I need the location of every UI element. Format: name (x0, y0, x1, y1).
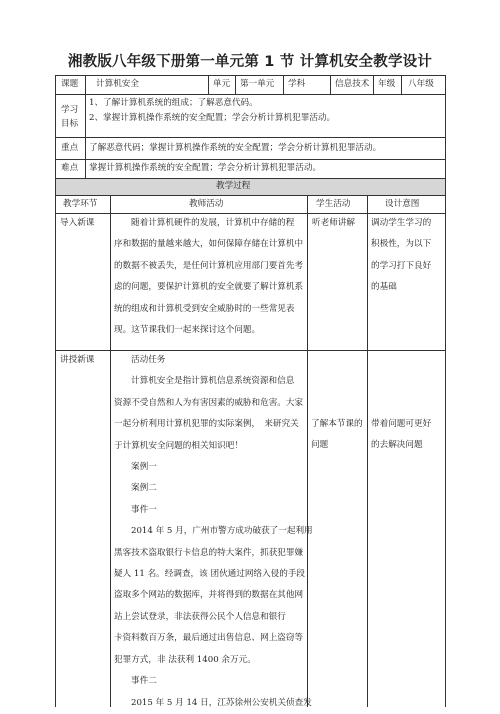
text-line: 计算机安全是指计算机信息系统资源和信息 (131, 376, 295, 387)
process-title: 教学过程 (216, 181, 251, 191)
col-header: 学生活动 (316, 199, 351, 209)
col-divider (401, 75, 402, 94)
text-line: 的基础 (371, 282, 397, 293)
subject-label: 学科 (288, 79, 306, 89)
text-line: 疑人 11 名。经调查，该 团伙通过网络入侵的手段 (114, 569, 306, 580)
row-divider (55, 137, 445, 138)
table-border-left (55, 75, 56, 707)
col-header: 设计意图 (385, 199, 420, 209)
text-line: 资源不受自然和人为有害因素的威胁和危害。大家 (114, 397, 304, 408)
page-title: 湘教版八年级下册第一单元第 1 节 计算机安全教学设计 (67, 54, 433, 70)
difficulty-label: 难点 (61, 163, 79, 173)
grade-label: 年级 (378, 79, 396, 89)
text-line: 调动学生学习的 (371, 218, 432, 228)
intro-student: 听老师讲解 (312, 218, 355, 228)
row-divider (55, 159, 445, 160)
text-line: 的数据不被丢失，是任何计算机应用部门要首先考 (114, 260, 304, 271)
intro-intent (371, 213, 431, 299)
col-divider (367, 195, 368, 707)
text-line: 2015 年 5 月 14 日，江苏徐州公安机关侦查发 (131, 697, 312, 708)
topic-value: 计算机安全 (96, 79, 139, 89)
row-divider (55, 94, 445, 95)
goals-label: 学习 (61, 105, 79, 115)
lecture-stage: 讲授新课 (60, 355, 95, 365)
lecture-teacher-text (114, 350, 313, 714)
row-divider (55, 195, 445, 196)
text-line: 问题 (311, 440, 329, 451)
key-text: 了解恶意代码；掌握计算机操作系统的安全配置；学会分析计算机犯罪活动。 (89, 143, 382, 153)
text-line: 统的组成和计算机受到安全威胁时的一些常见表 (114, 303, 295, 314)
goal-item: 1、了解计算机系统的组成；了解恶意代码。 (89, 98, 258, 108)
table-border-top (55, 75, 445, 76)
text-line: 积极性，为以下 (371, 239, 432, 250)
subject-value: 信息技术 (335, 79, 370, 89)
table-border-right (445, 75, 446, 707)
col-divider (85, 75, 86, 178)
text-line: 事件一 (131, 504, 157, 515)
text-line: 的去解决问题 (371, 440, 423, 451)
key-label: 重点 (61, 143, 79, 153)
text-line: 带着问题可更好 (371, 419, 432, 429)
row-divider (55, 178, 445, 179)
text-line: 于计算机安全问题的相关知识吧！ (114, 440, 243, 451)
col-divider (235, 75, 236, 94)
col-divider (373, 75, 374, 94)
text-line: 虑的问题，要保护计算机的安全就要了解计算机系 (114, 282, 304, 293)
unit-value: 第一单元 (240, 79, 275, 89)
difficulty-text: 掌握计算机操作系统的安全配置；学会分析计算机犯罪活动。 (89, 163, 322, 173)
col-divider (330, 75, 331, 94)
text-line: 2014 年 5 月，广州市警方成功破获了一起利用 (131, 526, 313, 537)
grade-value: 八年级 (408, 79, 434, 89)
goal-item: 2、掌握计算机操作系统的安全配置；学会分析计算机犯罪活动。 (89, 113, 336, 123)
lecture-student (311, 414, 363, 457)
text-line: 随着计算机硬件的发展，计算机中存储的程 (131, 218, 295, 228)
text-line: 序和数据的量越来越大，如何保障存储在计算机中 (114, 239, 304, 250)
unit-label: 单元 (213, 79, 231, 89)
text-line: 案例二 (131, 483, 157, 494)
text-line: 一起分析利用计算机犯罪的实际案例， 来研究关 (114, 419, 299, 430)
col-divider (208, 75, 209, 94)
col-header: 教师活动 (189, 199, 224, 209)
text-line: 犯罪方式，非 法获利 1400 余万元。 (114, 654, 256, 665)
intro-teacher-text (114, 213, 303, 341)
text-line: 活动任务 (131, 355, 166, 365)
text-line: 现。这节课我们一起来探讨这个问题。 (114, 325, 261, 336)
text-line: 卡资料数百万条，最后通过出售信息、网上盗窃等 (114, 633, 304, 644)
col-divider (283, 75, 284, 94)
text-line: 了解本节课的 (311, 419, 363, 429)
text-line: 盗取多个网站的数据库，并将得到的数据在其他网 (114, 590, 304, 601)
text-line: 的学习打下良好 (371, 260, 432, 271)
goals-label: 目标 (61, 119, 79, 129)
lecture-intent (371, 414, 431, 457)
text-line: 黑客技术盗取银行卡信息的特大案件，抓获犯罪嫌 (114, 547, 304, 558)
col-header: 教学环节 (63, 199, 98, 209)
intro-stage: 导入新课 (60, 218, 95, 228)
text-line: 事件二 (131, 676, 157, 687)
topic-label: 课题 (61, 79, 79, 89)
col-divider (110, 195, 111, 707)
text-line: 站上尝试登录，非法获得公民个人信息和银行 (114, 611, 286, 622)
text-line: 案例一 (131, 462, 157, 473)
